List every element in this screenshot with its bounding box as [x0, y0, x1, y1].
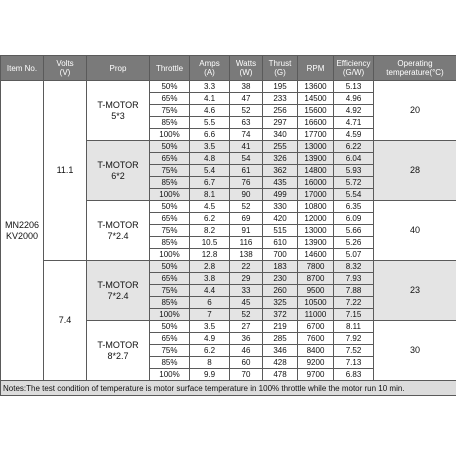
rpm-cell: 9200: [298, 357, 334, 369]
throttle-cell: 50%: [150, 201, 190, 213]
header-thrust: Thrust (G): [263, 56, 298, 81]
temperature-cell: 30: [374, 321, 456, 381]
efficiency-cell: 4.92: [334, 105, 374, 117]
amps-cell: 2.8: [190, 261, 230, 273]
watts-cell: 52: [230, 201, 263, 213]
efficiency-cell: 5.66: [334, 225, 374, 237]
thrust-cell: 260: [263, 285, 298, 297]
amps-cell: 7: [190, 309, 230, 321]
temperature-cell: 28: [374, 141, 456, 201]
amps-cell: 10.5: [190, 237, 230, 249]
throttle-cell: 65%: [150, 333, 190, 345]
efficiency-cell: 6.04: [334, 153, 374, 165]
amps-cell: 6.2: [190, 345, 230, 357]
thrust-cell: 219: [263, 321, 298, 333]
item-number-cell: MN2206 KV2000: [1, 81, 44, 381]
spec-sheet: [0, 55, 456, 396]
throttle-cell: 75%: [150, 225, 190, 237]
throttle-cell: 75%: [150, 165, 190, 177]
throttle-cell: 50%: [150, 141, 190, 153]
header-volts: Volts (V): [44, 56, 87, 81]
temperature-cell: 20: [374, 81, 456, 141]
amps-cell: 4.9: [190, 333, 230, 345]
thrust-cell: 428: [263, 357, 298, 369]
efficiency-cell: 6.22: [334, 141, 374, 153]
watts-cell: 33: [230, 285, 263, 297]
throttle-cell: 100%: [150, 249, 190, 261]
amps-cell: 3.8: [190, 273, 230, 285]
header-amps: Amps (A): [190, 56, 230, 81]
watts-cell: 138: [230, 249, 263, 261]
thrust-cell: 297: [263, 117, 298, 129]
efficiency-cell: 5.07: [334, 249, 374, 261]
thrust-cell: 372: [263, 309, 298, 321]
throttle-cell: 50%: [150, 321, 190, 333]
prop-cell: T-MOTOR 5*3: [87, 81, 150, 141]
thrust-cell: 256: [263, 105, 298, 117]
throttle-cell: 85%: [150, 357, 190, 369]
rpm-cell: 13900: [298, 153, 334, 165]
amps-cell: 6.7: [190, 177, 230, 189]
table-body: [1, 81, 456, 381]
efficiency-cell: 7.88: [334, 285, 374, 297]
thrust-cell: 325: [263, 297, 298, 309]
amps-cell: 3.5: [190, 141, 230, 153]
watts-cell: 27: [230, 321, 263, 333]
header-temperature: Operating temperature(°C): [374, 56, 456, 81]
thrust-cell: 700: [263, 249, 298, 261]
watts-cell: 52: [230, 105, 263, 117]
efficiency-cell: 7.92: [334, 333, 374, 345]
throttle-cell: 65%: [150, 213, 190, 225]
efficiency-cell: 5.54: [334, 189, 374, 201]
watts-cell: 69: [230, 213, 263, 225]
watts-cell: 22: [230, 261, 263, 273]
watts-cell: 47: [230, 93, 263, 105]
amps-cell: 8.1: [190, 189, 230, 201]
thrust-cell: 285: [263, 333, 298, 345]
efficiency-cell: 6.83: [334, 369, 374, 381]
efficiency-cell: 8.32: [334, 261, 374, 273]
efficiency-cell: 8.11: [334, 321, 374, 333]
efficiency-cell: 5.93: [334, 165, 374, 177]
rpm-cell: 12000: [298, 213, 334, 225]
rpm-cell: 13000: [298, 225, 334, 237]
watts-cell: 36: [230, 333, 263, 345]
volts-cell: 7.4: [44, 261, 87, 381]
throttle-cell: 85%: [150, 117, 190, 129]
throttle-cell: 65%: [150, 93, 190, 105]
thrust-cell: 340: [263, 129, 298, 141]
amps-cell: 4.4: [190, 285, 230, 297]
efficiency-cell: 7.52: [334, 345, 374, 357]
temperature-cell: 40: [374, 201, 456, 261]
throttle-cell: 75%: [150, 105, 190, 117]
throttle-cell: 85%: [150, 177, 190, 189]
efficiency-cell: 5.13: [334, 81, 374, 93]
thrust-cell: 183: [263, 261, 298, 273]
rpm-cell: 13600: [298, 81, 334, 93]
watts-cell: 74: [230, 129, 263, 141]
thrust-cell: 435: [263, 177, 298, 189]
amps-cell: 6.2: [190, 213, 230, 225]
efficiency-cell: 5.26: [334, 237, 374, 249]
watts-cell: 52: [230, 309, 263, 321]
rpm-cell: 15600: [298, 105, 334, 117]
thrust-cell: 346: [263, 345, 298, 357]
efficiency-cell: 6.35: [334, 201, 374, 213]
header-throttle: Throttle: [150, 56, 190, 81]
thrust-cell: 233: [263, 93, 298, 105]
amps-cell: 6: [190, 297, 230, 309]
throttle-cell: 50%: [150, 81, 190, 93]
watts-cell: 70: [230, 369, 263, 381]
watts-cell: 29: [230, 273, 263, 285]
efficiency-cell: 5.72: [334, 177, 374, 189]
throttle-cell: 65%: [150, 153, 190, 165]
temperature-cell: 23: [374, 261, 456, 321]
rpm-cell: 14500: [298, 93, 334, 105]
header-prop: Prop: [87, 56, 150, 81]
watts-cell: 38: [230, 81, 263, 93]
prop-cell: T-MOTOR 7*2.4: [87, 261, 150, 321]
watts-cell: 45: [230, 297, 263, 309]
watts-cell: 90: [230, 189, 263, 201]
rpm-cell: 7800: [298, 261, 334, 273]
efficiency-cell: 4.96: [334, 93, 374, 105]
notes-text: Notes:The test condition of temperature is motor surface temperature in 100% throttle while the motor run 10 min.: [1, 381, 456, 396]
amps-cell: 4.5: [190, 201, 230, 213]
motor-test-table: [0, 55, 456, 396]
rpm-cell: 6700: [298, 321, 334, 333]
rpm-cell: 11000: [298, 309, 334, 321]
watts-cell: 116: [230, 237, 263, 249]
rpm-cell: 10500: [298, 297, 334, 309]
header-efficiency: Efficiency (G/W): [334, 56, 374, 81]
rpm-cell: 9500: [298, 285, 334, 297]
rpm-cell: 9700: [298, 369, 334, 381]
rpm-cell: 16600: [298, 117, 334, 129]
watts-cell: 41: [230, 141, 263, 153]
prop-cell: T-MOTOR 6*2: [87, 141, 150, 201]
thrust-cell: 420: [263, 213, 298, 225]
prop-cell: T-MOTOR 8*2.7: [87, 321, 150, 381]
throttle-cell: 65%: [150, 273, 190, 285]
throttle-cell: 85%: [150, 297, 190, 309]
throttle-cell: 100%: [150, 309, 190, 321]
amps-cell: 3.5: [190, 321, 230, 333]
rpm-cell: 7600: [298, 333, 334, 345]
thrust-cell: 362: [263, 165, 298, 177]
thrust-cell: 499: [263, 189, 298, 201]
efficiency-cell: 4.71: [334, 117, 374, 129]
header-watts: Watts (W): [230, 56, 263, 81]
throttle-cell: 100%: [150, 189, 190, 201]
amps-cell: 8: [190, 357, 230, 369]
efficiency-cell: 4.59: [334, 129, 374, 141]
amps-cell: 4.8: [190, 153, 230, 165]
efficiency-cell: 7.93: [334, 273, 374, 285]
rpm-cell: 17000: [298, 189, 334, 201]
watts-cell: 54: [230, 153, 263, 165]
amps-cell: 12.8: [190, 249, 230, 261]
rpm-cell: 16000: [298, 177, 334, 189]
rpm-cell: 13000: [298, 141, 334, 153]
thrust-cell: 330: [263, 201, 298, 213]
throttle-cell: 100%: [150, 369, 190, 381]
watts-cell: 46: [230, 345, 263, 357]
watts-cell: 63: [230, 117, 263, 129]
thrust-cell: 478: [263, 369, 298, 381]
efficiency-cell: 7.13: [334, 357, 374, 369]
amps-cell: 4.6: [190, 105, 230, 117]
throttle-cell: 85%: [150, 237, 190, 249]
header-rpm: RPM: [298, 56, 334, 81]
efficiency-cell: 7.15: [334, 309, 374, 321]
thrust-cell: 326: [263, 153, 298, 165]
rpm-cell: 13900: [298, 237, 334, 249]
amps-cell: 6.6: [190, 129, 230, 141]
thrust-cell: 195: [263, 81, 298, 93]
efficiency-cell: 7.22: [334, 297, 374, 309]
throttle-cell: 75%: [150, 285, 190, 297]
amps-cell: 4.1: [190, 93, 230, 105]
watts-cell: 76: [230, 177, 263, 189]
throttle-cell: 75%: [150, 345, 190, 357]
header-item: Item No.: [1, 56, 44, 81]
throttle-cell: 100%: [150, 129, 190, 141]
thrust-cell: 610: [263, 237, 298, 249]
prop-cell: T-MOTOR 7*2.4: [87, 201, 150, 261]
thrust-cell: 230: [263, 273, 298, 285]
rpm-cell: 17700: [298, 129, 334, 141]
thrust-cell: 255: [263, 141, 298, 153]
watts-cell: 91: [230, 225, 263, 237]
efficiency-cell: 6.09: [334, 213, 374, 225]
rpm-cell: 10800: [298, 201, 334, 213]
rpm-cell: 14800: [298, 165, 334, 177]
rpm-cell: 8400: [298, 345, 334, 357]
notes-row: [1, 381, 456, 396]
header-row: [1, 56, 456, 81]
throttle-cell: 50%: [150, 261, 190, 273]
rpm-cell: 14600: [298, 249, 334, 261]
table-row: [1, 261, 456, 273]
amps-cell: 5.5: [190, 117, 230, 129]
amps-cell: 5.4: [190, 165, 230, 177]
rpm-cell: 8700: [298, 273, 334, 285]
amps-cell: 3.3: [190, 81, 230, 93]
watts-cell: 61: [230, 165, 263, 177]
thrust-cell: 515: [263, 225, 298, 237]
amps-cell: 9.9: [190, 369, 230, 381]
watts-cell: 60: [230, 357, 263, 369]
amps-cell: 8.2: [190, 225, 230, 237]
volts-cell: 11.1: [44, 81, 87, 261]
table-row: [1, 81, 456, 93]
